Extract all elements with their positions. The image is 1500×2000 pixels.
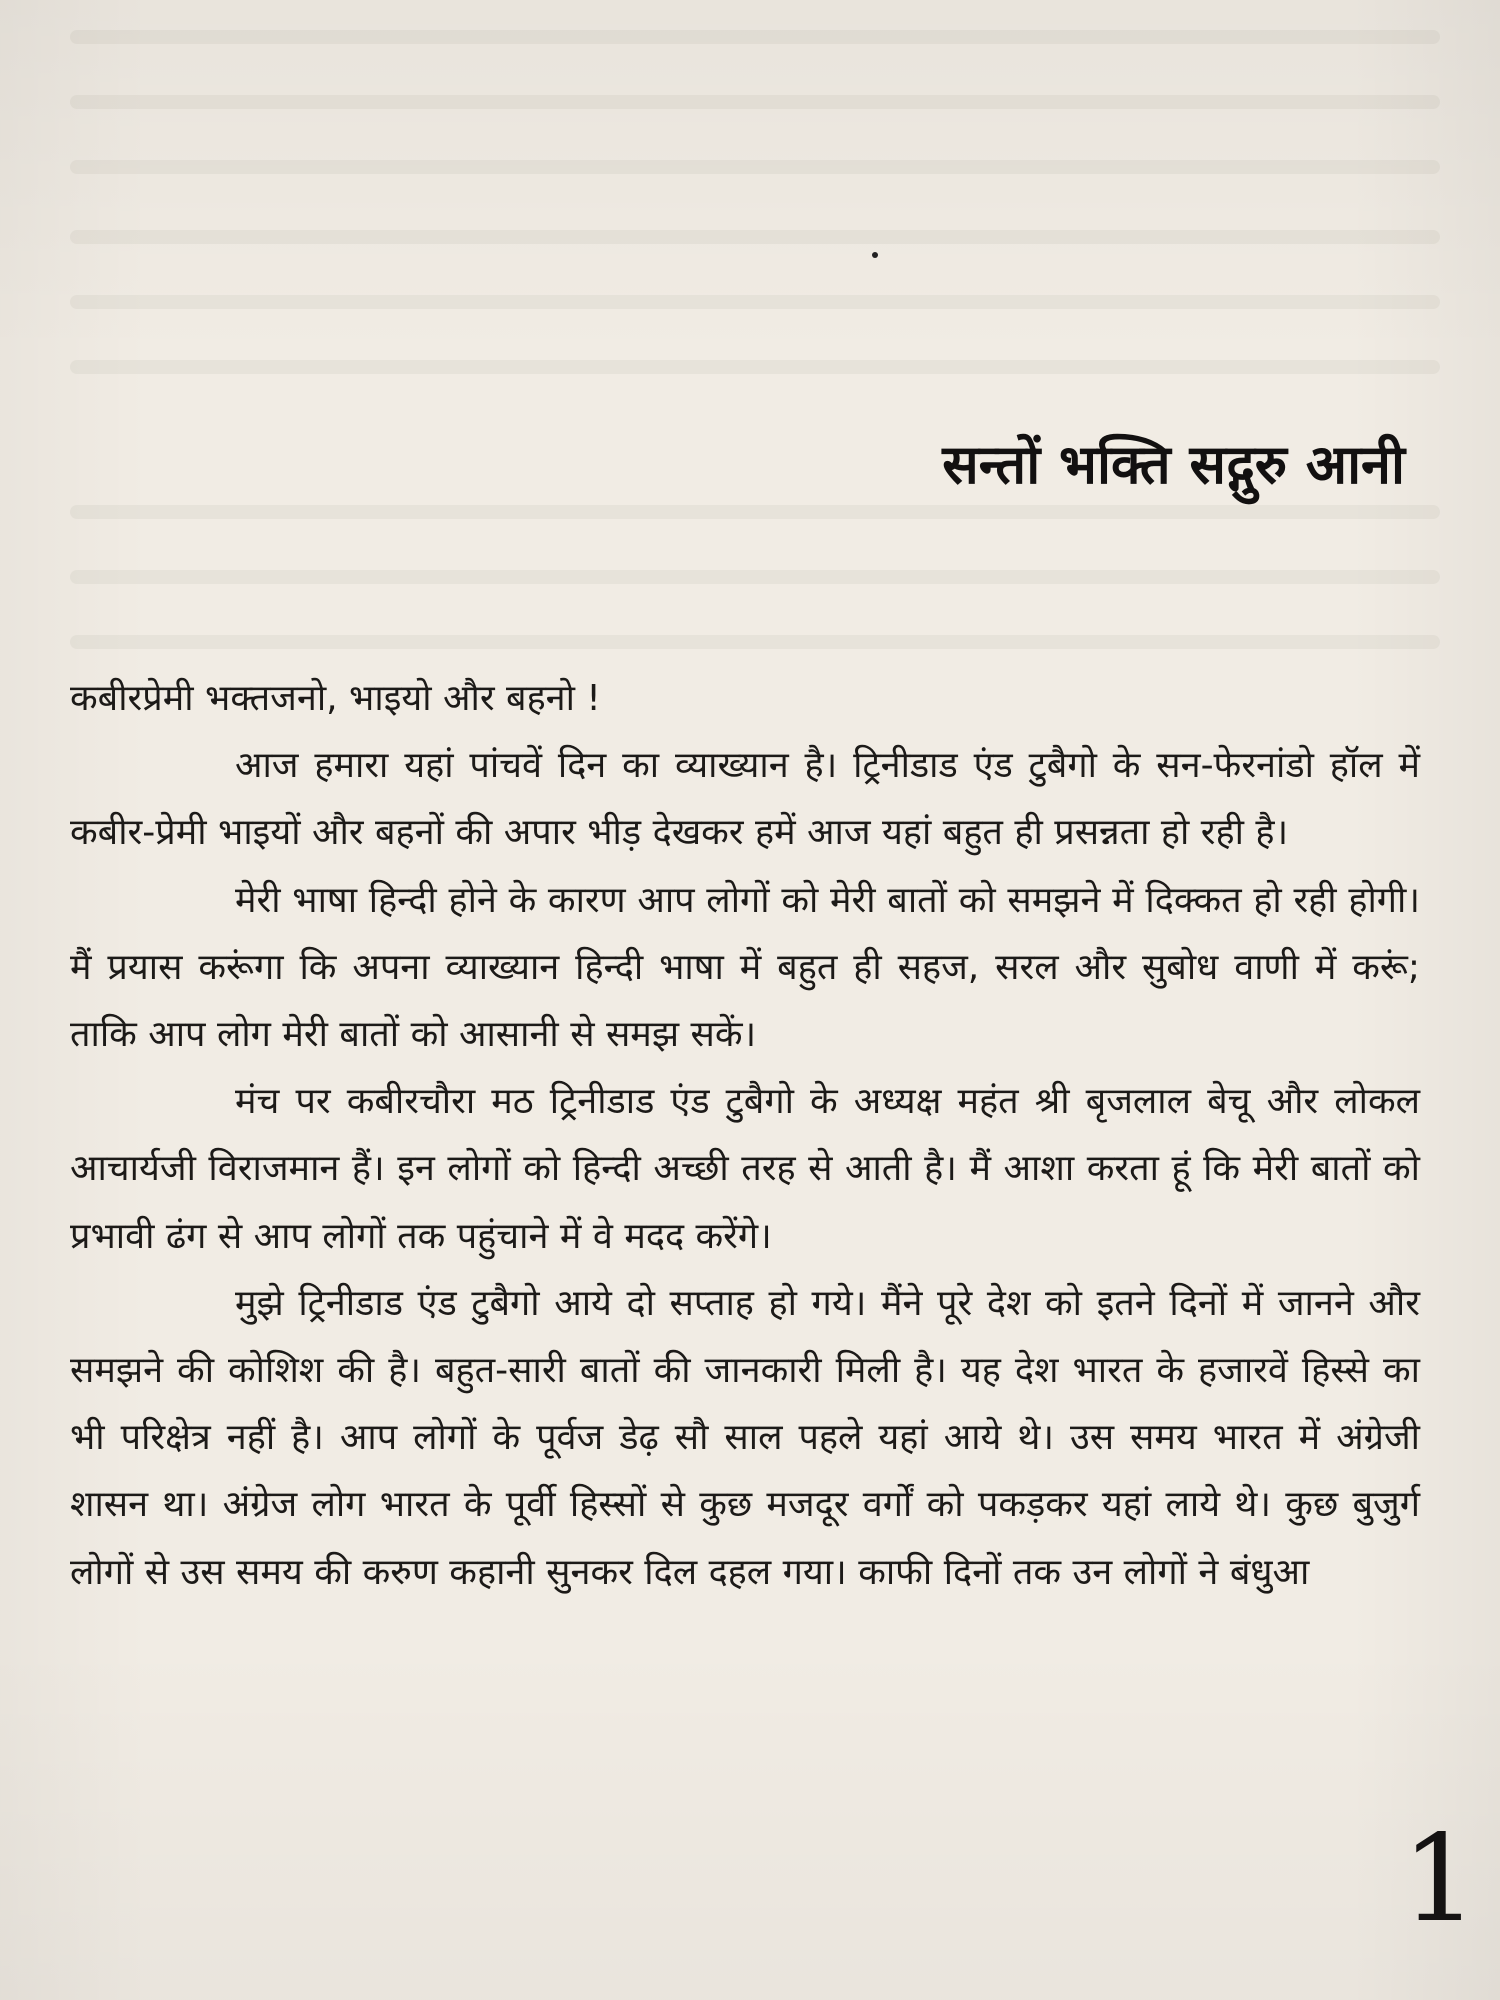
bleed-through-line [70,505,1440,519]
bleed-through-line [70,230,1440,244]
page-number: 1 [1401,1810,1478,1949]
bleed-through-line [70,635,1440,649]
bleed-through-line [70,360,1440,374]
chapter-title: सन्तों भक्ति सद्गुरु आनी [942,433,1405,496]
paragraph: आज हमारा यहां पांचवें दिन का व्याख्यान है। ट्रिनीडाड एंड टुबैगो के सन-फेरनांडो हॉल में कबीर-प्रेमी भाइयों और बहनों की अपार भीड़ देखकर हमें आज यहां बहुत ही प्रसन्नता हो रही है। [70,745,1420,854]
bleed-through-line [70,95,1440,109]
body-text [70,665,1420,1606]
paragraph: मंच पर कबीरचौरा मठ ट्रिनीडाड एंड टुबैगो के अध्यक्ष महंत श्री बृजलाल बेचू और लोकल आचार्यजी विराजमान हैं। इन लोगों को हिन्दी अच्छी तरह से आती है। मैं आशा करता हूं कि मेरी बातों को प्रभावी ढंग से आप लोगों तक पहुंचाने में वे मदद करेंगे। [70,1081,1420,1257]
bleed-through-line [70,295,1440,309]
bleed-through-line [70,30,1440,44]
paragraph: मेरी भाषा हिन्दी होने के कारण आप लोगों को मेरी बातों को समझने में दिक्कत हो रही होगी। मैं प्रयास करूंगा कि अपना व्याख्यान हिन्दी भाषा में बहुत ही सहज, सरल और सुबोध वाणी में करूं; ताकि आप लोग मेरी बातों को आसानी से समझ सकें। [70,879,1420,1056]
ink-dot [872,252,878,258]
bleed-through-line [70,570,1440,584]
salutation-line: कबीरप्रेमी भक्तजनो, भाइयो और बहनो ! [70,678,601,719]
bleed-through-line [70,160,1440,174]
paragraph: मुझे ट्रिनीडाड एंड टुबैगो आये दो सप्ताह हो गये। मैंने पूरे देश को इतने दिनों में जानने और समझने की कोशिश की है। बहुत-सारी बातों की जानकारी मिली है। यह देश भारत के हजारवें हिस्से का भी परिक्षेत्र नहीं है। आप लोगों के पूर्वज डेढ़ सौ साल पहले यहां आये थे। उस समय भारत में अंग्रेजी शासन था। अंग्रेज लोग भारत के पूर्वी हिस्सों से कुछ मजदूर वर्गों को पकड़कर यहां लाये थे। कुछ बुजुर्ग लोगों से उस समय की करुण कहानी सुनकर दिल दहल गया। काफी दिनों तक उन लोगों ने बंधुआ [70,1282,1420,1593]
